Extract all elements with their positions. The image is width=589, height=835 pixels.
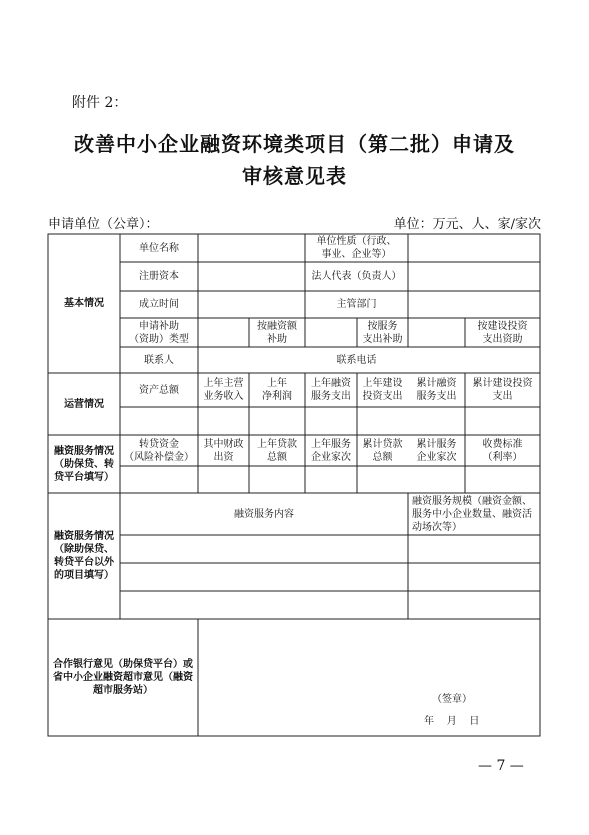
op-header-construction-expense: 上年建设 投资支出: [362, 378, 403, 402]
form-title-line1: 改善中小企业融资环境类项目（第二批）申请及: [74, 132, 515, 156]
label-contact-phone: 联系电话: [336, 354, 377, 366]
op-header-cum-financing-expense: 累计融资 服务支出: [416, 378, 457, 402]
section-financing-service-2: 融资服务情况 （除助保贷、 转贷平台以外 的项目填写）: [54, 531, 114, 581]
attachment-label: 附件 2：: [72, 95, 128, 111]
label-unit-nature: 单位性质（行政、 事业、企业等）: [316, 236, 397, 260]
label-supervising-authority: 主管部门: [336, 299, 377, 310]
op-header-net-profit: 上年 净利润: [262, 378, 292, 402]
op-header-financing-expense: 上年融资 服务支出: [311, 378, 351, 402]
seal-label: （签章）: [432, 694, 472, 705]
fin1-header-fiscal-contribution: 其中财政 出资: [203, 438, 244, 463]
section-bank-opinion: 合作银行意见（助保贷平台）或 省中小企业融资超市意见（融资 超市服务站）: [53, 659, 193, 696]
fin2-header-service-scale: 融资服务规模（融资金额、 服务中小企业数量、融资活 动场次等）: [412, 495, 532, 533]
fin1-header-loan-funds: 转贷资金 （风险补偿金）: [124, 438, 194, 463]
label-by-service-expense: 按服务 支出补助: [362, 320, 403, 345]
fin1-header-last-year-enterprises: 上年服务 企业家次: [311, 438, 351, 463]
applicant-label: 申请单位（公章）：: [48, 217, 159, 232]
section-basic-info: 基本情况: [64, 298, 104, 309]
label-by-financing-amount: 按融资额 补助: [257, 320, 297, 345]
units-label: 单位：万元、人、家/家次: [393, 217, 541, 232]
label-by-investment-expense: 按建设投资 支出资助: [477, 320, 528, 345]
page-number: — 7 —: [478, 758, 524, 774]
op-header-cum-construction-expense: 累计建设投资 支出: [472, 378, 533, 402]
date-label: 年 月 日: [424, 716, 480, 727]
fin1-header-cum-enterprises: 累计服务 企业家次: [416, 438, 457, 463]
label-established-time: 成立时间: [139, 299, 179, 310]
fin2-header-service-content: 融资服务内容: [234, 508, 294, 520]
op-header-total-assets: 资产总额: [139, 384, 179, 396]
op-header-main-revenue: 上年主营 业务收入: [203, 378, 244, 402]
label-contact-person: 联系人: [144, 354, 174, 366]
label-unit-name: 单位名称: [139, 242, 179, 254]
section-operation: 运营情况: [64, 398, 104, 410]
form-title-line2: 审核意见表: [242, 164, 347, 188]
fin1-header-cum-loans: 累计贷款 总额: [362, 438, 403, 463]
label-subsidy-type: 申请补助 （资助）类型: [129, 320, 189, 345]
label-legal-representative: 法人代表（负责人）: [311, 271, 402, 282]
section-financing-service-1: 融资服务情况 （助保贷、转 贷平台填写）: [54, 445, 114, 483]
label-registered-capital: 注册资本: [139, 271, 179, 282]
fin1-header-last-year-loans: 上年贷款 总额: [257, 438, 297, 463]
fin1-header-fee-standard: 收费标准 （利率）: [482, 438, 523, 463]
